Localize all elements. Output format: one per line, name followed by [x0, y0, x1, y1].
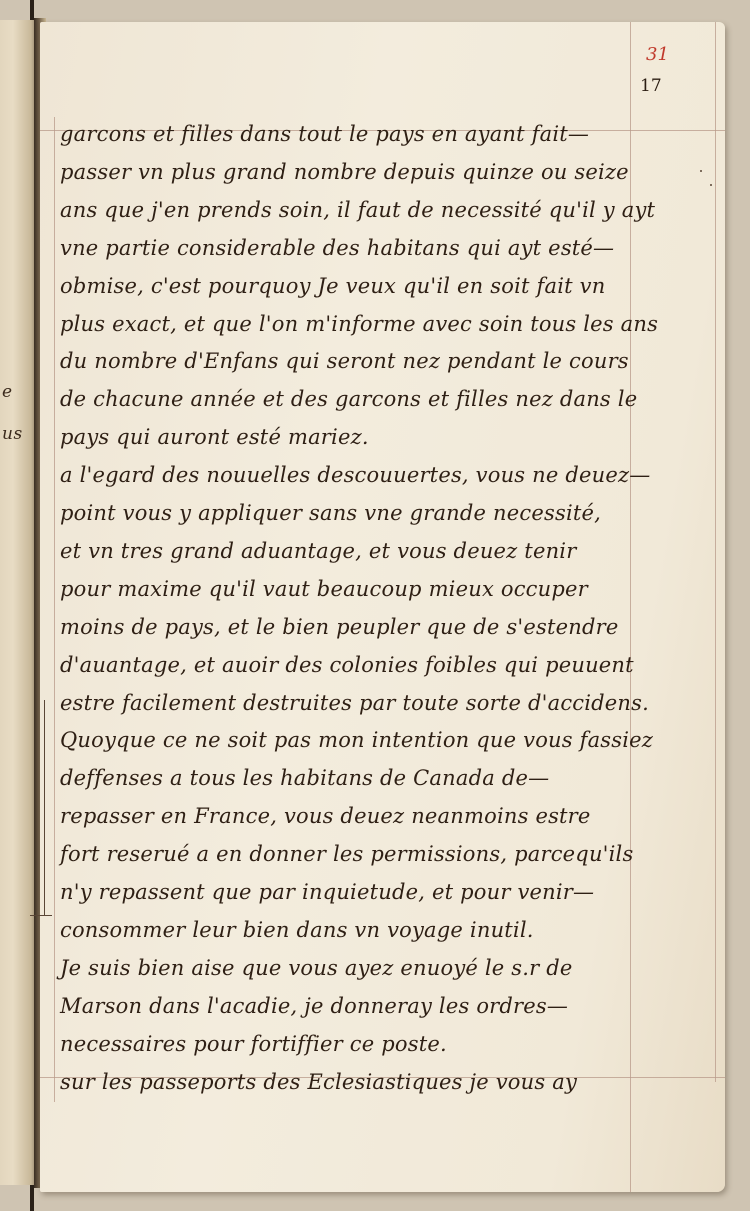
manuscript-line: sur les passeports des Eclesiastiques je vous ay	[60, 1069, 578, 1094]
manuscript-line: n'y repassent que par inquietude, et pour venir—	[60, 880, 595, 904]
manuscript-line: a l'egard des nouuelles descouuertes, vous ne deuez—	[60, 463, 651, 488]
page-number: 17	[640, 76, 662, 96]
manuscript-line: ans que j'en prends soin, il faut de necessité qu'il y ayt	[60, 197, 656, 222]
manuscript-line: obmise, c'est pourquoy Je veux qu'il en soit fait vn	[60, 273, 606, 298]
manuscript-line: Je suis bien aise que vous ayez enuoyé le s.r de	[60, 955, 573, 980]
manuscript-line: point vous y appliquer sans vne grande necessité,	[60, 501, 602, 525]
outer-margin-rule	[715, 22, 716, 1082]
manuscript-line: garcons et filles dans tout le pays en ayant fait—	[60, 122, 590, 146]
manuscript-line: Quoyque ce ne soit pas mon intention que vous fassiez	[60, 728, 654, 753]
manuscript-line: Marson dans l'acadie, je donneray les ordres—	[60, 993, 569, 1018]
manuscript-line: deffenses a tous les habitans de Canada de—	[60, 766, 550, 791]
manuscript-line: fort reserué a en donner les permissions, parcequ'ils	[60, 842, 634, 867]
manuscript-line: de chacune année et des garcons et filles nez dans le	[60, 387, 638, 412]
manuscript-line: d'auantage, et auoir des colonies foibles qui peuuent	[60, 652, 634, 677]
manuscript-line: moins de pays, et le bien peupler que de s'estendre	[60, 614, 619, 639]
manuscript-line: plus exact, et que l'on m'informe avec soin tous les ans	[60, 311, 659, 336]
manuscript-line: du nombre d'Enfans qui seront nez pendant le cours	[60, 349, 629, 374]
folio-number: 31	[646, 44, 669, 65]
manuscript-line: vne partie considerable des habitans qui ayt esté—	[60, 235, 615, 260]
manuscript-line: estre facilement destruites par toute sorte d'accidens.	[60, 690, 650, 715]
ink-speck	[700, 170, 702, 172]
manuscript-line: pour maxime qu'il vaut beaucoup mieux occuper	[60, 576, 588, 601]
ink-speck	[710, 184, 712, 186]
manuscript-line: pays qui auront esté mariez.	[60, 425, 369, 450]
manuscript-line: necessaires pour fortiffier ce poste.	[60, 1031, 447, 1056]
manuscript-line: repasser en France, vous deuez neanmoins estre	[60, 804, 591, 829]
previous-page-fragment: us	[2, 424, 23, 444]
manuscript-line: consommer leur bien dans vn voyage inutil.	[60, 917, 534, 942]
margin-bracket	[44, 700, 45, 915]
previous-page-fragment: e	[2, 382, 13, 402]
manuscript-line: et vn tres grand aduantage, et vous deuez tenir	[60, 538, 577, 563]
manuscript-line: passer vn plus grand nombre depuis quinze ou seize	[60, 159, 629, 184]
left-margin-rule	[54, 117, 55, 1102]
margin-mark	[30, 915, 52, 916]
